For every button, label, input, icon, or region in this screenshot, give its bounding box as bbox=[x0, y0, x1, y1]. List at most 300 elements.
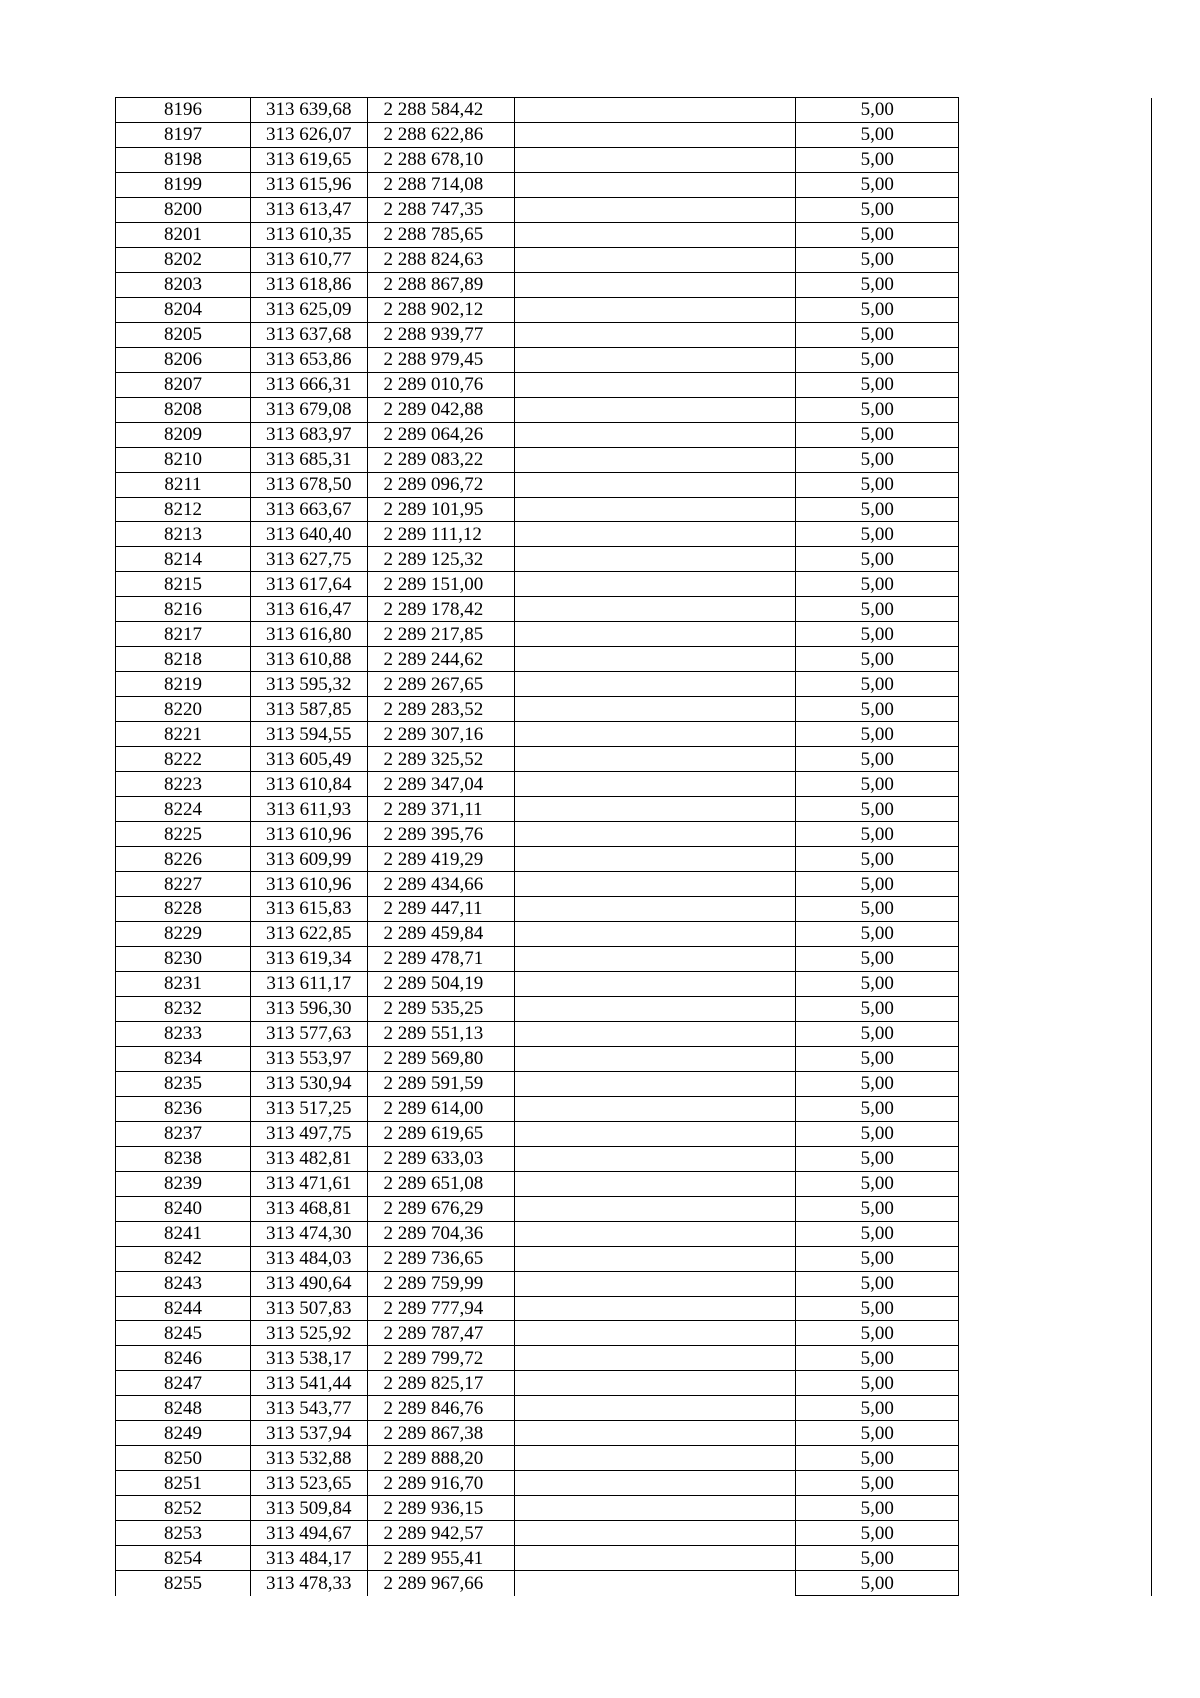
value-cell: 5,00 bbox=[796, 996, 959, 1021]
point-number-cell: 8208 bbox=[116, 397, 251, 422]
point-number-cell: 8206 bbox=[116, 347, 251, 372]
y-coordinate-cell: 2 289 064,26 bbox=[367, 422, 514, 447]
point-number-cell: 8236 bbox=[116, 1096, 251, 1121]
x-coordinate-cell: 313 484,03 bbox=[251, 1246, 367, 1271]
x-coordinate-cell: 313 666,31 bbox=[251, 372, 367, 397]
blank-right-cell bbox=[959, 197, 1152, 222]
y-coordinate-cell: 2 288 714,08 bbox=[367, 172, 514, 197]
table-row bbox=[116, 1221, 1152, 1246]
x-coordinate-cell: 313 530,94 bbox=[251, 1071, 367, 1096]
y-coordinate-cell: 2 289 042,88 bbox=[367, 397, 514, 422]
point-number-cell: 8199 bbox=[116, 172, 251, 197]
table-row bbox=[116, 1071, 1152, 1096]
blank-right-cell bbox=[959, 622, 1152, 647]
blank-cell bbox=[514, 772, 795, 797]
y-coordinate-cell: 2 288 622,86 bbox=[367, 122, 514, 147]
point-number-cell: 8249 bbox=[116, 1421, 251, 1446]
blank-right-cell bbox=[959, 971, 1152, 996]
blank-right-cell bbox=[959, 1196, 1152, 1221]
point-number-cell: 8226 bbox=[116, 847, 251, 872]
point-number-cell: 8216 bbox=[116, 597, 251, 622]
table-row bbox=[116, 772, 1152, 797]
table-row bbox=[116, 1146, 1152, 1171]
blank-right-cell bbox=[959, 172, 1152, 197]
y-coordinate-cell: 2 289 459,84 bbox=[367, 921, 514, 946]
blank-cell bbox=[514, 372, 795, 397]
blank-cell bbox=[514, 1271, 795, 1296]
y-coordinate-cell: 2 289 111,12 bbox=[367, 522, 514, 547]
x-coordinate-cell: 313 619,65 bbox=[251, 147, 367, 172]
point-number-cell: 8251 bbox=[116, 1471, 251, 1496]
blank-cell bbox=[514, 1196, 795, 1221]
point-number-cell: 8209 bbox=[116, 422, 251, 447]
x-coordinate-cell: 313 678,50 bbox=[251, 472, 367, 497]
y-coordinate-cell: 2 289 787,47 bbox=[367, 1321, 514, 1346]
value-cell: 5,00 bbox=[796, 497, 959, 522]
point-number-cell: 8242 bbox=[116, 1246, 251, 1271]
point-number-cell: 8203 bbox=[116, 272, 251, 297]
blank-right-cell bbox=[959, 372, 1152, 397]
table-row bbox=[116, 722, 1152, 747]
table-row bbox=[116, 1521, 1152, 1546]
blank-right-cell bbox=[959, 1096, 1152, 1121]
x-coordinate-cell: 313 587,85 bbox=[251, 697, 367, 722]
y-coordinate-cell: 2 289 325,52 bbox=[367, 747, 514, 772]
blank-cell bbox=[514, 1471, 795, 1496]
x-coordinate-cell: 313 610,96 bbox=[251, 822, 367, 847]
x-coordinate-cell: 313 613,47 bbox=[251, 197, 367, 222]
table-row bbox=[116, 847, 1152, 872]
blank-cell bbox=[514, 1396, 795, 1421]
point-number-cell: 8244 bbox=[116, 1296, 251, 1321]
blank-right-cell bbox=[959, 247, 1152, 272]
blank-cell bbox=[514, 1446, 795, 1471]
blank-cell bbox=[514, 946, 795, 971]
x-coordinate-cell: 313 523,65 bbox=[251, 1471, 367, 1496]
x-coordinate-cell: 313 517,25 bbox=[251, 1096, 367, 1121]
x-coordinate-cell: 313 605,49 bbox=[251, 747, 367, 772]
blank-cell bbox=[514, 572, 795, 597]
point-number-cell: 8254 bbox=[116, 1546, 251, 1571]
y-coordinate-cell: 2 289 217,85 bbox=[367, 622, 514, 647]
table-row bbox=[116, 1446, 1152, 1471]
blank-cell bbox=[514, 971, 795, 996]
blank-cell bbox=[514, 247, 795, 272]
blank-right-cell bbox=[959, 222, 1152, 247]
point-number-cell: 8231 bbox=[116, 971, 251, 996]
value-cell: 5,00 bbox=[796, 971, 959, 996]
blank-right-cell bbox=[959, 422, 1152, 447]
blank-right-cell bbox=[959, 996, 1152, 1021]
value-cell: 5,00 bbox=[796, 422, 959, 447]
value-cell: 5,00 bbox=[796, 1046, 959, 1071]
table-row bbox=[116, 1496, 1152, 1521]
value-cell: 5,00 bbox=[796, 1021, 959, 1046]
blank-right-cell bbox=[959, 322, 1152, 347]
point-number-cell: 8221 bbox=[116, 722, 251, 747]
blank-right-cell bbox=[959, 1221, 1152, 1246]
table-row bbox=[116, 472, 1152, 497]
blank-right-cell bbox=[959, 1471, 1152, 1496]
blank-cell bbox=[514, 1296, 795, 1321]
y-coordinate-cell: 2 289 633,03 bbox=[367, 1146, 514, 1171]
point-number-cell: 8213 bbox=[116, 522, 251, 547]
blank-right-cell bbox=[959, 472, 1152, 497]
y-coordinate-cell: 2 289 777,94 bbox=[367, 1296, 514, 1321]
table-row bbox=[116, 347, 1152, 372]
value-cell: 5,00 bbox=[796, 847, 959, 872]
y-coordinate-cell: 2 289 936,15 bbox=[367, 1496, 514, 1521]
blank-cell bbox=[514, 996, 795, 1021]
point-number-cell: 8198 bbox=[116, 147, 251, 172]
x-coordinate-cell: 313 625,09 bbox=[251, 297, 367, 322]
table-row bbox=[116, 1296, 1152, 1321]
y-coordinate-cell: 2 288 979,45 bbox=[367, 347, 514, 372]
x-coordinate-cell: 313 618,86 bbox=[251, 272, 367, 297]
blank-cell bbox=[514, 272, 795, 297]
table-row bbox=[116, 1121, 1152, 1146]
blank-right-cell bbox=[959, 1546, 1152, 1571]
table-row bbox=[116, 1046, 1152, 1071]
blank-cell bbox=[514, 447, 795, 472]
y-coordinate-cell: 2 289 704,36 bbox=[367, 1221, 514, 1246]
blank-right-cell bbox=[959, 1296, 1152, 1321]
x-coordinate-cell: 313 627,75 bbox=[251, 547, 367, 572]
blank-right-cell bbox=[959, 797, 1152, 822]
point-number-cell: 8253 bbox=[116, 1521, 251, 1546]
table-row bbox=[116, 897, 1152, 922]
blank-right-cell bbox=[959, 946, 1152, 971]
value-cell: 5,00 bbox=[796, 1246, 959, 1271]
value-cell: 5,00 bbox=[796, 1371, 959, 1396]
value-cell: 5,00 bbox=[796, 1521, 959, 1546]
value-cell: 5,00 bbox=[796, 797, 959, 822]
blank-right-cell bbox=[959, 497, 1152, 522]
blank-cell bbox=[514, 147, 795, 172]
value-cell: 5,00 bbox=[796, 1546, 959, 1571]
x-coordinate-cell: 313 616,47 bbox=[251, 597, 367, 622]
point-number-cell: 8205 bbox=[116, 322, 251, 347]
point-number-cell: 8245 bbox=[116, 1321, 251, 1346]
value-cell: 5,00 bbox=[796, 247, 959, 272]
x-coordinate-cell: 313 507,83 bbox=[251, 1296, 367, 1321]
blank-right-cell bbox=[959, 272, 1152, 297]
blank-cell bbox=[514, 1546, 795, 1571]
x-coordinate-cell: 313 663,67 bbox=[251, 497, 367, 522]
y-coordinate-cell: 2 289 955,41 bbox=[367, 1546, 514, 1571]
value-cell: 5,00 bbox=[796, 347, 959, 372]
y-coordinate-cell: 2 288 939,77 bbox=[367, 322, 514, 347]
table-row bbox=[116, 672, 1152, 697]
x-coordinate-cell: 313 497,75 bbox=[251, 1121, 367, 1146]
y-coordinate-cell: 2 289 736,65 bbox=[367, 1246, 514, 1271]
x-coordinate-cell: 313 626,07 bbox=[251, 122, 367, 147]
blank-cell bbox=[514, 1221, 795, 1246]
blank-right-cell bbox=[959, 297, 1152, 322]
x-coordinate-cell: 313 474,30 bbox=[251, 1221, 367, 1246]
table-row bbox=[116, 822, 1152, 847]
blank-right-cell bbox=[959, 447, 1152, 472]
y-coordinate-cell: 2 288 867,89 bbox=[367, 272, 514, 297]
table-row bbox=[116, 122, 1152, 147]
point-number-cell: 8243 bbox=[116, 1271, 251, 1296]
value-cell: 5,00 bbox=[796, 747, 959, 772]
x-coordinate-cell: 313 610,96 bbox=[251, 872, 367, 897]
x-coordinate-cell: 313 615,96 bbox=[251, 172, 367, 197]
value-cell: 5,00 bbox=[796, 547, 959, 572]
value-cell: 5,00 bbox=[796, 1471, 959, 1496]
point-number-cell: 8200 bbox=[116, 197, 251, 222]
blank-right-cell bbox=[959, 1021, 1152, 1046]
x-coordinate-cell: 313 596,30 bbox=[251, 996, 367, 1021]
x-coordinate-cell: 313 610,88 bbox=[251, 647, 367, 672]
table-row bbox=[116, 547, 1152, 572]
x-coordinate-cell: 313 525,92 bbox=[251, 1321, 367, 1346]
x-coordinate-cell: 313 610,77 bbox=[251, 247, 367, 272]
point-number-cell: 8227 bbox=[116, 872, 251, 897]
blank-cell bbox=[514, 122, 795, 147]
blank-right-cell bbox=[959, 897, 1152, 922]
blank-cell bbox=[514, 197, 795, 222]
point-number-cell: 8241 bbox=[116, 1221, 251, 1246]
value-cell: 5,00 bbox=[796, 322, 959, 347]
blank-cell bbox=[514, 497, 795, 522]
table-row bbox=[116, 197, 1152, 222]
blank-cell bbox=[514, 921, 795, 946]
table-row bbox=[116, 1421, 1152, 1446]
x-coordinate-cell: 313 595,32 bbox=[251, 672, 367, 697]
blank-right-cell bbox=[959, 672, 1152, 697]
x-coordinate-cell: 313 611,93 bbox=[251, 797, 367, 822]
x-coordinate-cell: 313 482,81 bbox=[251, 1146, 367, 1171]
blank-right-cell bbox=[959, 1271, 1152, 1296]
blank-cell bbox=[514, 1571, 795, 1596]
point-number-cell: 8247 bbox=[116, 1371, 251, 1396]
point-number-cell: 8250 bbox=[116, 1446, 251, 1471]
blank-cell bbox=[514, 722, 795, 747]
value-cell: 5,00 bbox=[796, 1321, 959, 1346]
blank-right-cell bbox=[959, 522, 1152, 547]
blank-right-cell bbox=[959, 1171, 1152, 1196]
blank-right-cell bbox=[959, 722, 1152, 747]
blank-cell bbox=[514, 1496, 795, 1521]
point-number-cell: 8234 bbox=[116, 1046, 251, 1071]
value-cell: 5,00 bbox=[796, 222, 959, 247]
point-number-cell: 8228 bbox=[116, 897, 251, 922]
x-coordinate-cell: 313 541,44 bbox=[251, 1371, 367, 1396]
point-number-cell: 8232 bbox=[116, 996, 251, 1021]
point-number-cell: 8246 bbox=[116, 1346, 251, 1371]
table-row bbox=[116, 397, 1152, 422]
value-cell: 5,00 bbox=[796, 722, 959, 747]
blank-cell bbox=[514, 1321, 795, 1346]
point-number-cell: 8204 bbox=[116, 297, 251, 322]
y-coordinate-cell: 2 289 967,66 bbox=[367, 1571, 514, 1596]
x-coordinate-cell: 313 679,08 bbox=[251, 397, 367, 422]
blank-cell bbox=[514, 322, 795, 347]
y-coordinate-cell: 2 289 591,59 bbox=[367, 1071, 514, 1096]
value-cell: 5,00 bbox=[796, 1146, 959, 1171]
point-number-cell: 8218 bbox=[116, 647, 251, 672]
table-row bbox=[116, 447, 1152, 472]
value-cell: 5,00 bbox=[796, 447, 959, 472]
x-coordinate-cell: 313 653,86 bbox=[251, 347, 367, 372]
x-coordinate-cell: 313 594,55 bbox=[251, 722, 367, 747]
y-coordinate-cell: 2 289 888,20 bbox=[367, 1446, 514, 1471]
table-row bbox=[116, 1471, 1152, 1496]
value-cell: 5,00 bbox=[796, 822, 959, 847]
table-row bbox=[116, 1321, 1152, 1346]
y-coordinate-cell: 2 288 584,42 bbox=[367, 98, 514, 123]
table-row bbox=[116, 946, 1152, 971]
table-row bbox=[116, 522, 1152, 547]
value-cell: 5,00 bbox=[796, 897, 959, 922]
blank-cell bbox=[514, 847, 795, 872]
y-coordinate-cell: 2 289 267,65 bbox=[367, 672, 514, 697]
table-row bbox=[116, 497, 1152, 522]
blank-right-cell bbox=[959, 1321, 1152, 1346]
value-cell: 5,00 bbox=[796, 122, 959, 147]
table-row bbox=[116, 996, 1152, 1021]
point-number-cell: 8211 bbox=[116, 472, 251, 497]
x-coordinate-cell: 313 478,33 bbox=[251, 1571, 367, 1596]
x-coordinate-cell: 313 637,68 bbox=[251, 322, 367, 347]
blank-right-cell bbox=[959, 1446, 1152, 1471]
x-coordinate-cell: 313 616,80 bbox=[251, 622, 367, 647]
blank-cell bbox=[514, 622, 795, 647]
table-row bbox=[116, 272, 1152, 297]
point-number-cell: 8207 bbox=[116, 372, 251, 397]
table-row bbox=[116, 572, 1152, 597]
blank-cell bbox=[514, 98, 795, 123]
blank-cell bbox=[514, 297, 795, 322]
value-cell: 5,00 bbox=[796, 1396, 959, 1421]
value-cell: 5,00 bbox=[796, 197, 959, 222]
point-number-cell: 8235 bbox=[116, 1071, 251, 1096]
point-number-cell: 8212 bbox=[116, 497, 251, 522]
table-row bbox=[116, 597, 1152, 622]
value-cell: 5,00 bbox=[796, 1171, 959, 1196]
y-coordinate-cell: 2 289 759,99 bbox=[367, 1271, 514, 1296]
table-row bbox=[116, 147, 1152, 172]
point-number-cell: 8224 bbox=[116, 797, 251, 822]
y-coordinate-cell: 2 289 101,95 bbox=[367, 497, 514, 522]
value-cell: 5,00 bbox=[796, 772, 959, 797]
y-coordinate-cell: 2 289 307,16 bbox=[367, 722, 514, 747]
value-cell: 5,00 bbox=[796, 1346, 959, 1371]
y-coordinate-cell: 2 288 902,12 bbox=[367, 297, 514, 322]
blank-right-cell bbox=[959, 847, 1152, 872]
y-coordinate-cell: 2 289 504,19 bbox=[367, 971, 514, 996]
y-coordinate-cell: 2 289 283,52 bbox=[367, 697, 514, 722]
y-coordinate-cell: 2 289 535,25 bbox=[367, 996, 514, 1021]
table-row bbox=[116, 322, 1152, 347]
blank-cell bbox=[514, 547, 795, 572]
blank-cell bbox=[514, 1046, 795, 1071]
y-coordinate-cell: 2 289 619,65 bbox=[367, 1121, 514, 1146]
blank-cell bbox=[514, 672, 795, 697]
blank-right-cell bbox=[959, 1146, 1152, 1171]
x-coordinate-cell: 313 494,67 bbox=[251, 1521, 367, 1546]
table-row bbox=[116, 1096, 1152, 1121]
blank-cell bbox=[514, 172, 795, 197]
x-coordinate-cell: 313 543,77 bbox=[251, 1396, 367, 1421]
table-row bbox=[116, 422, 1152, 447]
blank-right-cell bbox=[959, 1521, 1152, 1546]
blank-cell bbox=[514, 647, 795, 672]
table-body bbox=[116, 98, 1152, 1596]
y-coordinate-cell: 2 288 747,35 bbox=[367, 197, 514, 222]
value-cell: 5,00 bbox=[796, 1121, 959, 1146]
blank-right-cell bbox=[959, 547, 1152, 572]
point-number-cell: 8237 bbox=[116, 1121, 251, 1146]
value-cell: 5,00 bbox=[796, 397, 959, 422]
blank-right-cell bbox=[959, 747, 1152, 772]
point-number-cell: 8255 bbox=[116, 1571, 251, 1596]
y-coordinate-cell: 2 289 569,80 bbox=[367, 1046, 514, 1071]
blank-right-cell bbox=[959, 347, 1152, 372]
y-coordinate-cell: 2 289 846,76 bbox=[367, 1396, 514, 1421]
y-coordinate-cell: 2 289 151,00 bbox=[367, 572, 514, 597]
point-number-cell: 8233 bbox=[116, 1021, 251, 1046]
table-row bbox=[116, 1196, 1152, 1221]
y-coordinate-cell: 2 289 347,04 bbox=[367, 772, 514, 797]
blank-right-cell bbox=[959, 1121, 1152, 1146]
blank-right-cell bbox=[959, 1071, 1152, 1096]
value-cell: 5,00 bbox=[796, 1221, 959, 1246]
blank-right-cell bbox=[959, 572, 1152, 597]
x-coordinate-cell: 313 685,31 bbox=[251, 447, 367, 472]
value-cell: 5,00 bbox=[796, 272, 959, 297]
x-coordinate-cell: 313 611,17 bbox=[251, 971, 367, 996]
blank-right-cell bbox=[959, 98, 1152, 123]
blank-right-cell bbox=[959, 697, 1152, 722]
blank-right-cell bbox=[959, 822, 1152, 847]
y-coordinate-cell: 2 288 785,65 bbox=[367, 222, 514, 247]
point-number-cell: 8220 bbox=[116, 697, 251, 722]
blank-right-cell bbox=[959, 147, 1152, 172]
y-coordinate-cell: 2 289 799,72 bbox=[367, 1346, 514, 1371]
value-cell: 5,00 bbox=[796, 647, 959, 672]
y-coordinate-cell: 2 289 395,76 bbox=[367, 822, 514, 847]
point-number-cell: 8210 bbox=[116, 447, 251, 472]
blank-right-cell bbox=[959, 1046, 1152, 1071]
blank-right-cell bbox=[959, 772, 1152, 797]
x-coordinate-cell: 313 622,85 bbox=[251, 921, 367, 946]
blank-cell bbox=[514, 1021, 795, 1046]
y-coordinate-cell: 2 289 125,32 bbox=[367, 547, 514, 572]
point-number-cell: 8230 bbox=[116, 946, 251, 971]
y-coordinate-cell: 2 288 678,10 bbox=[367, 147, 514, 172]
blank-right-cell bbox=[959, 872, 1152, 897]
table-row bbox=[116, 297, 1152, 322]
value-cell: 5,00 bbox=[796, 147, 959, 172]
y-coordinate-cell: 2 289 651,08 bbox=[367, 1171, 514, 1196]
y-coordinate-cell: 2 289 419,29 bbox=[367, 847, 514, 872]
table-row bbox=[116, 1171, 1152, 1196]
y-coordinate-cell: 2 289 614,00 bbox=[367, 1096, 514, 1121]
blank-cell bbox=[514, 422, 795, 447]
blank-cell bbox=[514, 1171, 795, 1196]
blank-cell bbox=[514, 897, 795, 922]
blank-cell bbox=[514, 222, 795, 247]
point-number-cell: 8197 bbox=[116, 122, 251, 147]
x-coordinate-cell: 313 490,64 bbox=[251, 1271, 367, 1296]
x-coordinate-cell: 313 471,61 bbox=[251, 1171, 367, 1196]
table-row bbox=[116, 1396, 1152, 1421]
value-cell: 5,00 bbox=[796, 472, 959, 497]
blank-right-cell bbox=[959, 1496, 1152, 1521]
